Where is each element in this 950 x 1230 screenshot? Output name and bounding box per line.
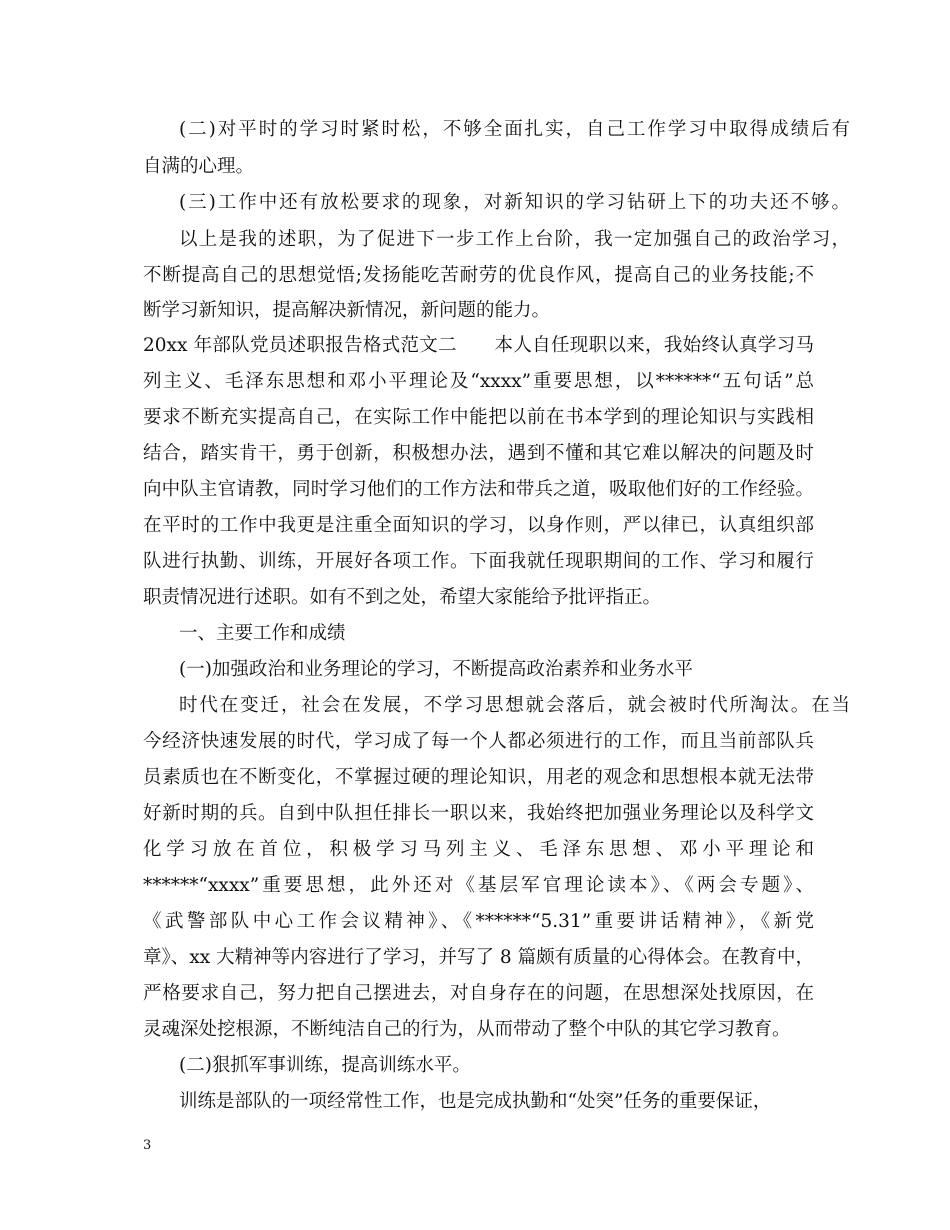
- paragraph-line: 以上是我的述职，为了促进下一步工作上台阶，我一定加强自己的政治学习，: [179, 229, 850, 250]
- paragraph-line: 《武警部队中心工作会议精神》、《******“5.31”重要讲话精神》，《新党: [143, 911, 814, 932]
- paragraph-line: 不断提高自己的思想觉悟;发扬能吃苦耐劳的优良作风，提高自己的业务技能;不: [143, 265, 814, 286]
- paragraph-line: 训练是部队的一项经常性工作，也是完成执勤和“处突”任务的重要保证，: [179, 1091, 772, 1112]
- paragraph-line: 员素质也在不断变化，不掌握过硬的理论知识，用老的观念和思想根本就无法带: [143, 767, 814, 788]
- paragraph-line: 列主义、毛泽东思想和邓小平理论及“xxxx”重要思想，以******“五句话”总: [143, 371, 814, 392]
- paragraph-line: (二)对平时的学习时紧时松，不够全面扎实，自己工作学习中取得成绩后有: [179, 119, 850, 140]
- paragraph-line: ******“xxxx”重要思想，此外还对《基层军官理论读本》、《两会专题》、: [143, 875, 814, 896]
- paragraph-line: 结合，踏实肯干，勇于创新，积极想办法，遇到不懂和其它难以解决的问题及时: [143, 443, 814, 464]
- paragraph-line: 今经济快速发展的时代，学习成了每一个人都必须进行的工作，而且当前部队兵: [143, 731, 814, 752]
- paragraph-line: 断学习新知识，提高解决新情况，新问题的能力。: [143, 300, 551, 321]
- paragraph-line: 严格要求自己，努力把自己摆进去，对自身存在的问题，在思想深处找原因，在: [143, 983, 814, 1004]
- paragraph-line: 要求不断充实提高自己，在实际工作中能把以前在书本学到的理论知识与实践相: [143, 407, 814, 428]
- paragraph-line: 在平时的工作中我更是注重全面知识的学习，以身作则，严以律已，认真组织部: [143, 515, 814, 536]
- subsection-heading: (二)狠抓军事训练，提高训练水平。: [179, 1055, 471, 1076]
- paragraph-line: 队进行执勤、训练，开展好各项工作。下面我就任现职期间的工作、学习和履行: [143, 551, 814, 572]
- page-number: 3: [143, 1138, 152, 1153]
- paragraph-line: 好新时期的兵。自到中队担任排长一职以来，我始终把加强业务理论以及科学文: [143, 803, 814, 824]
- section-heading: 一、主要工作和成绩: [179, 623, 346, 644]
- paragraph-line: 向中队主官请教，同时学习他们的工作方法和带兵之道，吸取他们好的工作经验。: [143, 479, 814, 500]
- paragraph-line: 职责情况进行述职。如有不到之处，希望大家能给予批评指正。: [143, 587, 662, 608]
- paragraph-line: 自满的心理。: [143, 156, 255, 177]
- subsection-heading: (一)加强政治和业务理论的学习，不断提高政治素养和业务水平: [179, 659, 693, 680]
- paragraph-line: 20xx 年部队党员述职报告格式范文二 本人自任现职以来，我始终认真学习马: [143, 335, 814, 356]
- paragraph-line: 时代在变迁，社会在发展，不学习思想就会落后，就会被时代所淘汰。在当: [179, 695, 850, 716]
- paragraph-line: 化学习放在首位，积极学习马列主义、毛泽东思想、邓小平理论和: [143, 839, 814, 860]
- paragraph-line: 灵魂深处挖根源，不断纯洁自己的行为，从而带动了整个中队的其它学习教育。: [143, 1019, 791, 1040]
- paragraph-line: (三)工作中还有放松要求的现象，对新知识的学习钻研上下的功夫还不够。: [179, 192, 850, 213]
- paragraph-line: 章》、xx 大精神等内容进行了学习，并写了 8 篇颇有质量的心得体会。在教育中，: [143, 947, 814, 968]
